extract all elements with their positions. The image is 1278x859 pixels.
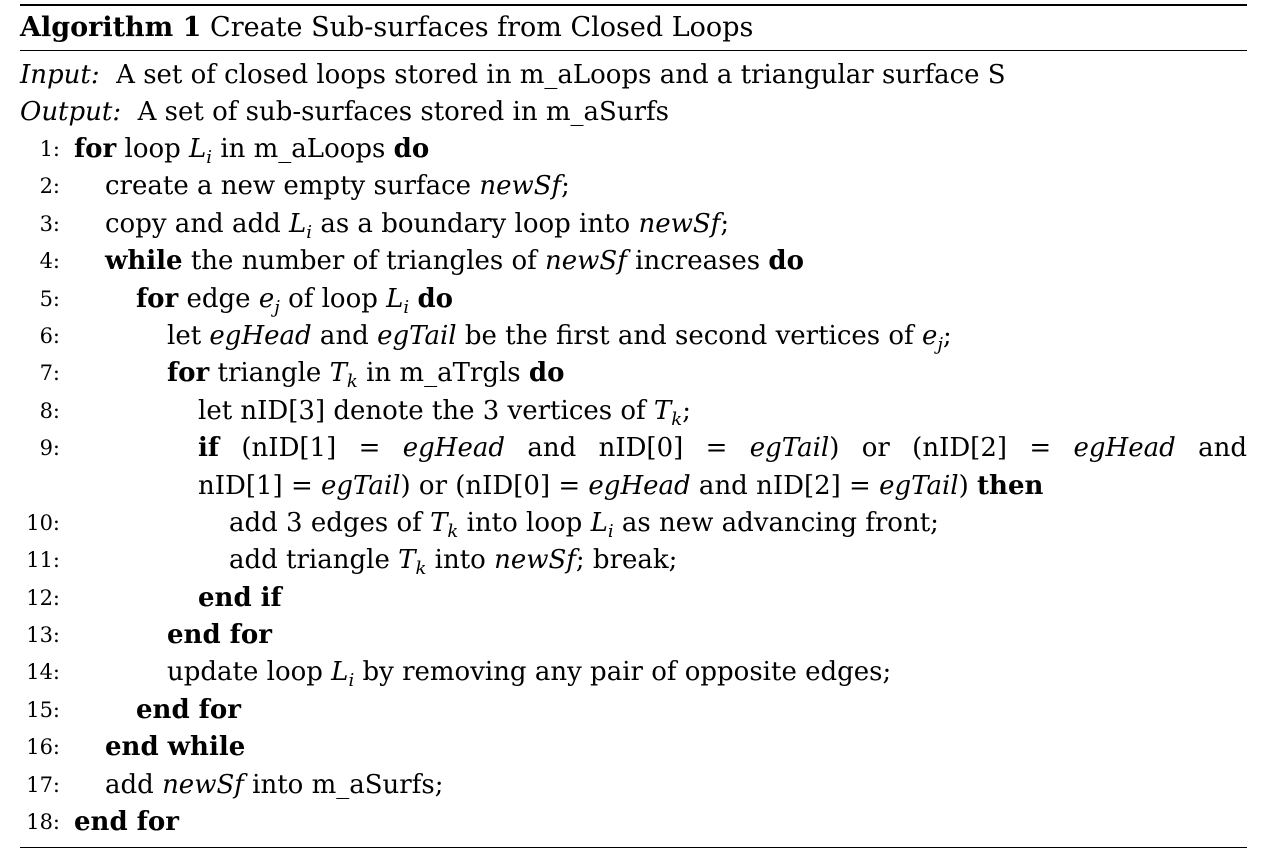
line-token: nID[1] = xyxy=(198,470,322,501)
algorithm-lines xyxy=(20,131,1247,841)
line-token: ) xyxy=(958,470,978,501)
line-token: e xyxy=(921,320,938,351)
algorithm-line xyxy=(20,617,1247,654)
line-token: newSf xyxy=(638,208,721,239)
line-token: i xyxy=(607,521,614,543)
algorithm-line xyxy=(20,206,1247,243)
output-text: A set of sub-surfaces stored in m_aSurfs xyxy=(137,97,669,127)
line-token: and nID[0] = xyxy=(504,433,750,464)
output-label: Output: xyxy=(20,97,122,127)
line-token: L xyxy=(590,507,608,538)
line-token: ; xyxy=(942,320,952,351)
line-token: as a boundary loop into xyxy=(312,208,639,239)
line-token: k xyxy=(671,408,683,430)
line-token: L xyxy=(189,134,207,164)
line-number: 16: xyxy=(26,735,60,760)
algorithm-box xyxy=(20,4,1247,841)
line-token: do xyxy=(417,283,453,314)
line-token: i xyxy=(306,221,313,243)
line-token: end while xyxy=(105,732,246,763)
line-token: as new advancing front; xyxy=(613,507,939,538)
algorithm-line xyxy=(20,542,1247,579)
line-text xyxy=(105,243,804,280)
line-token: L xyxy=(386,283,404,314)
algorithm-line xyxy=(20,131,1247,168)
line-token: into xyxy=(426,545,495,576)
line-number: 6: xyxy=(39,323,60,348)
line-token: and xyxy=(1175,433,1247,464)
line-token: ; break; xyxy=(575,545,678,576)
line-token: add triangle xyxy=(229,545,399,576)
line-token: egTail xyxy=(879,470,959,501)
line-number: 15: xyxy=(26,697,60,722)
algorithm-label: Algorithm 1 xyxy=(20,12,202,43)
line-token: ; xyxy=(561,171,570,202)
line-token: i xyxy=(348,670,355,692)
algorithm-line xyxy=(20,580,1247,617)
output-line xyxy=(20,94,1247,131)
algorithm-line xyxy=(20,430,1247,505)
line-token: by removing any pair of opposite edges; xyxy=(354,657,892,688)
line-token: T xyxy=(653,395,672,426)
line-token: loop xyxy=(116,134,190,164)
line-token: add 3 edges of xyxy=(229,507,431,538)
line-token: ; xyxy=(682,395,691,426)
line-token: let nID[3] denote the 3 vertices of xyxy=(198,395,654,426)
line-token: i xyxy=(206,147,213,169)
line-token: end for xyxy=(74,807,179,838)
algorithm-caption xyxy=(20,6,1247,50)
line-token: then xyxy=(977,470,1044,501)
line-token: k xyxy=(447,521,459,543)
line-token: T xyxy=(329,358,347,389)
line-token: be the first and second vertices of xyxy=(456,320,922,351)
line-number: 3: xyxy=(39,211,60,236)
line-token: while xyxy=(105,246,183,277)
line-number: 14: xyxy=(26,660,60,685)
line-token: (nID[1] = xyxy=(219,433,403,464)
line-token: j xyxy=(937,334,943,356)
line-number: 1: xyxy=(39,137,60,161)
line-token: in m_aTrgls xyxy=(357,358,529,389)
input-label: Input: xyxy=(20,60,100,90)
line-token: add xyxy=(105,769,163,800)
line-token: triangle xyxy=(209,358,330,389)
line-token: newSf xyxy=(545,246,627,277)
line-number: 13: xyxy=(26,623,60,648)
line-token: k xyxy=(346,371,358,393)
line-token: T xyxy=(398,545,416,576)
line-number: 11: xyxy=(26,548,60,573)
line-number: 5: xyxy=(39,286,60,311)
algorithm-title: Create Sub-surfaces from Closed Loops xyxy=(210,12,754,43)
line-text xyxy=(105,729,245,766)
line-number: 12: xyxy=(26,585,60,610)
line-token: if xyxy=(198,433,220,464)
line-token: for xyxy=(74,134,117,164)
line-token: edge xyxy=(178,283,259,314)
line-number: 7: xyxy=(39,361,60,386)
line-token: newSf xyxy=(494,545,576,576)
algorithm-line xyxy=(20,767,1247,804)
line-token: egHead xyxy=(209,320,312,351)
algorithm-line xyxy=(20,804,1247,841)
line-token: egHead xyxy=(588,470,691,501)
input-line xyxy=(20,57,1247,94)
line-text xyxy=(105,168,570,205)
line-token: create a new empty surface xyxy=(105,171,480,202)
line-number: 10: xyxy=(26,510,60,535)
line-text xyxy=(136,692,241,729)
line-text xyxy=(74,804,179,841)
line-token: ; xyxy=(720,208,730,239)
line-token: for xyxy=(136,283,179,314)
line-token: and nID[2] = xyxy=(690,470,880,501)
algorithm-line xyxy=(20,729,1247,766)
line-number: 9: xyxy=(39,436,60,461)
line-token: newSf xyxy=(162,769,244,800)
algorithm-line xyxy=(20,654,1247,691)
line-token: end for xyxy=(167,620,272,651)
algorithm-line xyxy=(20,318,1247,355)
line-token: do xyxy=(528,358,565,389)
line-number: 2: xyxy=(39,174,60,199)
line-token: end if xyxy=(198,582,282,613)
line-text xyxy=(105,767,443,804)
line-token: let xyxy=(167,320,210,351)
algorithm-line xyxy=(20,505,1247,542)
line-token: ) or (nID[0] = xyxy=(400,470,589,501)
line-token: in m_aLoops xyxy=(212,134,394,164)
line-token: egTail xyxy=(377,320,457,351)
line-token: for xyxy=(167,358,210,389)
line-token: L xyxy=(289,208,307,239)
line-token: egHead xyxy=(1073,433,1176,464)
algorithm-line xyxy=(20,393,1247,430)
line-token: L xyxy=(331,657,349,688)
line-token: ) or (nID[2] = xyxy=(829,433,1074,464)
line-token: do xyxy=(393,134,430,164)
algorithm-line xyxy=(20,692,1247,729)
line-text-row-1 xyxy=(198,430,1247,467)
line-number: 4: xyxy=(39,249,60,274)
line-token: copy and add xyxy=(105,208,290,239)
line-number: 17: xyxy=(26,772,60,797)
line-number: 18: xyxy=(26,810,60,835)
line-token: into m_aSurfs; xyxy=(243,769,444,800)
algorithm-line xyxy=(20,168,1247,205)
line-token: increases xyxy=(626,246,769,277)
line-token: and xyxy=(311,320,378,351)
line-token: k xyxy=(415,558,427,580)
line-token: i xyxy=(403,296,410,318)
input-text: A set of closed loops stored in m_aLoops and a triangular surface S xyxy=(116,60,1006,90)
algorithm-line xyxy=(20,243,1247,280)
line-text-row-2 xyxy=(198,468,1247,505)
line-token: egTail xyxy=(749,433,830,464)
line-token: egTail xyxy=(321,470,401,501)
line-token: of loop xyxy=(279,283,387,314)
line-token: T xyxy=(430,507,448,538)
algorithm-line xyxy=(20,281,1247,318)
line-token: e xyxy=(258,283,275,314)
line-token: j xyxy=(274,296,280,318)
line-text xyxy=(198,430,1247,505)
line-number: 8: xyxy=(39,398,60,423)
line-text xyxy=(167,617,272,654)
line-token: egHead xyxy=(402,433,505,464)
line-token: update loop xyxy=(167,657,332,688)
line-token: the number of triangles of xyxy=(182,246,546,277)
line-token: do xyxy=(768,246,804,277)
algorithm-line xyxy=(20,355,1247,392)
line-token: end for xyxy=(136,694,241,725)
line-token: into loop xyxy=(458,507,591,538)
line-text xyxy=(198,580,282,617)
line-token: newSf xyxy=(479,171,562,202)
bottom-rule xyxy=(20,847,1247,848)
